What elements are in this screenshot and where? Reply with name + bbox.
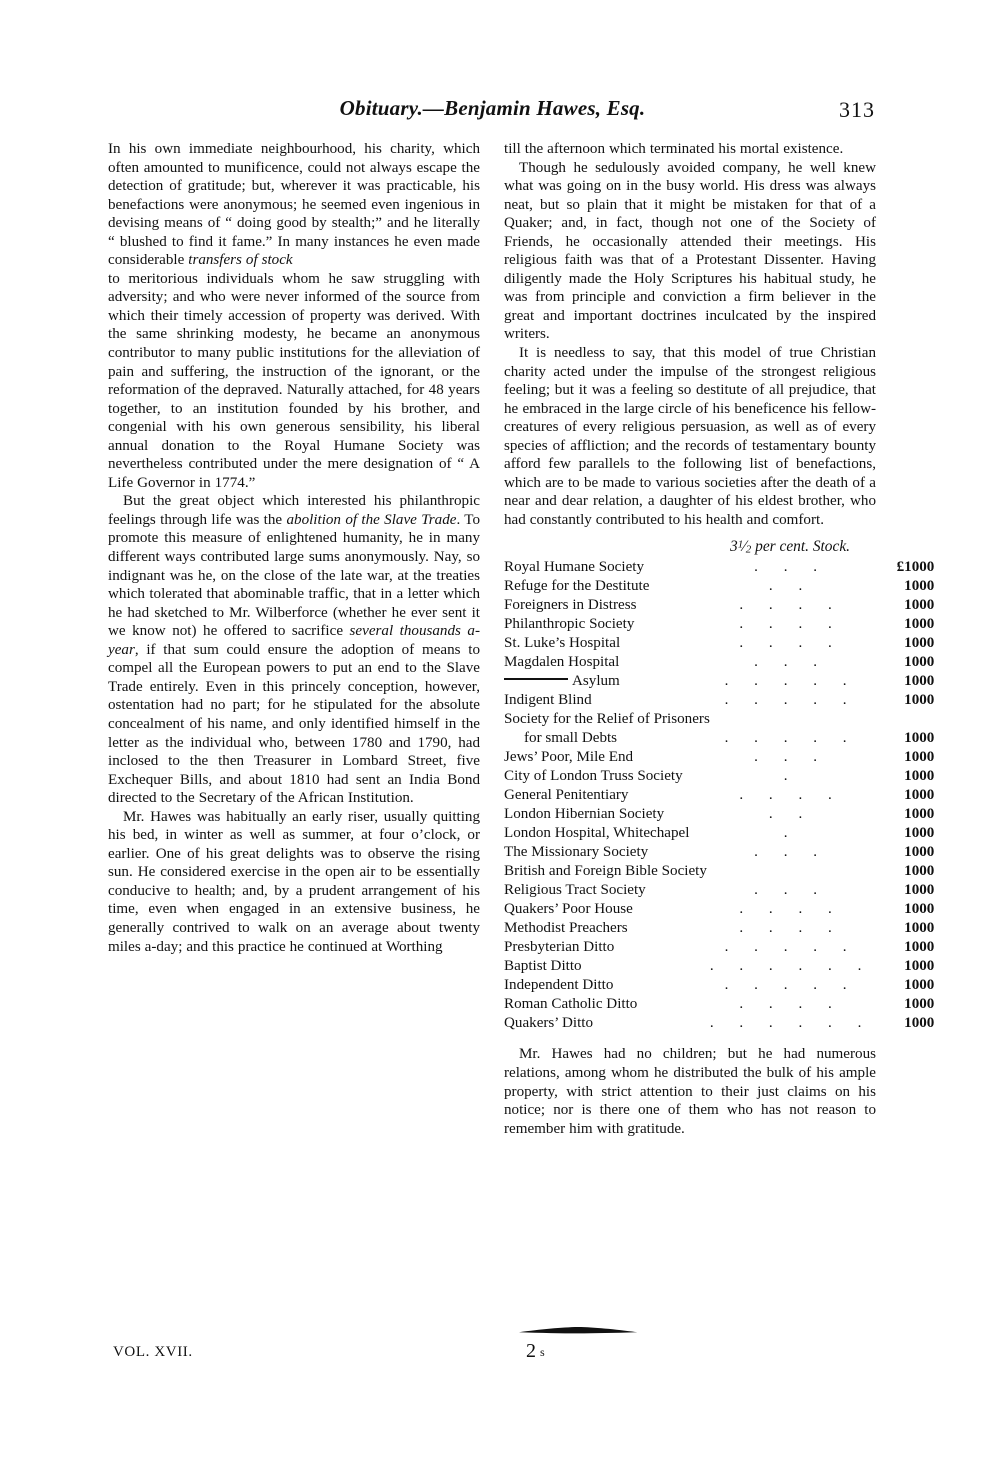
benefaction-name: Independent Ditto [504, 977, 614, 994]
benefaction-amount: 1000 [904, 920, 935, 937]
benefaction-amount: £1000 [896, 559, 935, 576]
benefaction-leader-dots: . . . . . [724, 730, 858, 747]
benefaction-name: Quakers’ Poor House [504, 901, 633, 918]
benefaction-row [504, 710, 934, 729]
benefaction-amount: 1000 [904, 1015, 935, 1032]
benefaction-amount: 1000 [904, 578, 935, 595]
benefaction-leader-dots: . . [768, 806, 814, 823]
benefaction-row [504, 596, 934, 615]
benefaction-name: Indigent Blind [504, 692, 592, 709]
paragraph-5: Though he sedulously avoided company, he well knew what was going on in the busy world. His dress was always neat, but so plain that it might be mistaken for that of a Quaker; and, in fact, though not one of the Society of Friends, he occasionally attended their meetings. His religious faith was that of a Protestant Dissenter. Having diligently made the Holy Scriptures his habitual study, he was from principle and conviction a firm believer in the great and important doctrines inculcated by the inspired writers. [504, 159, 876, 343]
benefaction-name: Methodist Preachers [504, 920, 628, 937]
benefaction-name: The Missionary Society [504, 844, 649, 861]
benefaction-amount: 1000 [904, 806, 935, 823]
benefaction-name: London Hibernian Society [504, 806, 665, 823]
paragraph-1 [108, 140, 480, 270]
benefactions-table [504, 558, 934, 1033]
benefaction-name: Refuge for the Destitute [504, 578, 650, 595]
benefaction-row [504, 577, 934, 596]
benefaction-name: Magdalen Hospital [504, 654, 620, 671]
benefaction-name: Roman Catholic Ditto [504, 996, 638, 1013]
benefaction-name: Baptist Ditto [504, 958, 582, 975]
body-columns [108, 140, 935, 1320]
signature-mark [526, 1340, 545, 1363]
benefaction-amount: 1000 [904, 901, 935, 918]
paragraph-2-text-a: But the great object which interested his philanthropic feelings through life was the [108, 493, 480, 528]
benefaction-leader-dots: . . . . [739, 996, 843, 1013]
benefaction-amount: 1000 [904, 825, 935, 842]
benefaction-amount: 1000 [904, 749, 935, 766]
page-number: 313 [839, 97, 875, 122]
benefaction-row [504, 615, 934, 634]
italic-several-thousands: several thousands a-year [108, 623, 480, 658]
benefaction-leader-dots [710, 710, 873, 729]
benefaction-leader-dots: . . . . . [724, 939, 858, 956]
benefaction-leader-dots: . . . . [739, 616, 843, 633]
paragraph-7: Mr. Hawes had no children; but he had numerous relations, among whom he distributed the bulk of his ample property, with strict attention to their just claims on his notice; nor is there one of them who has not reason to remember him with gratitude. [504, 1046, 876, 1137]
benefaction-row [504, 919, 934, 938]
benefaction-amount: 1000 [904, 977, 935, 994]
paragraph-2 [108, 492, 480, 807]
benefaction-amount: 1000 [904, 673, 935, 690]
benefaction-name: Jews’ Poor, Mile End [504, 749, 634, 766]
benefaction-name: Royal Humane Society [504, 559, 645, 576]
benefaction-leader-dots: . [783, 768, 799, 785]
benefaction-row [504, 634, 934, 653]
benefaction-name: Society for the Relief of Prisoners [504, 711, 710, 728]
benefaction-amount: 1000 [904, 635, 935, 652]
benefaction-leader-dots: . . . . [739, 787, 843, 804]
benefaction-leader-dots: . . . [754, 654, 829, 671]
paragraph-6: It is needless to say, that this model of true Christian charity acted under the impulse of the strongest religious feeling; but it was a feeling so destitute of all prejudice, that he embraced in the large circle of his beneficence his fellow-creatures of every religious persuasion, as well as of every species of affliction; and the records of testamentary bounty afford few parallels to the following list of benefactions, which are to be made to various societies after the death of a near and dear relation, a daughter of his eldest brother, who had constantly contributed to his health and comfort. [504, 345, 876, 528]
italic-abolition-slave-trade: abolition of the Slave Trade [286, 511, 457, 528]
benefaction-leader-dots: . . . . [739, 635, 843, 652]
benefactions-table-body [504, 558, 934, 1033]
benefaction-row [504, 1014, 934, 1033]
benefaction-name: Foreigners in Distress [504, 597, 637, 614]
benefaction-amount: 1000 [904, 654, 935, 671]
benefaction-name: City of London Truss Society [504, 768, 683, 785]
benefaction-row [504, 653, 934, 672]
benefaction-name: Quakers’ Ditto [504, 1015, 593, 1032]
benefaction-amount: 1000 [904, 616, 935, 633]
paragraph-3: Mr. Hawes was habitually an early riser, usually quitting his bed, in winter as well as summer, at four o’clock, or earlier. One of his great delights was to observe the rising sun. He considered exercise in the open air to be essentially conducive to health; and, by a prudent arrangement of his time, even when engaged in an extensive business, he generally contrived to walk on an average about twenty miles a-day; and this practice he continued at Worthing [108, 808, 480, 955]
signature-number: 2 [526, 1340, 536, 1362]
tapered-rule-ornament-icon [518, 1326, 638, 1337]
benefaction-row [504, 957, 934, 976]
running-head [110, 96, 875, 128]
volume-label: VOL. XVII. [113, 1344, 193, 1360]
benefaction-leader-dots: . . . . [739, 901, 843, 918]
benefaction-leader-dots: . . . . . [724, 673, 858, 690]
benefaction-name: General Penitentiary [504, 787, 629, 804]
benefaction-leader-dots: . . . . . [724, 977, 858, 994]
page-footer [108, 1340, 876, 1390]
benefaction-name: British and Foreign Bible Society [504, 863, 707, 880]
benefaction-amount: 1000 [904, 958, 935, 975]
benefaction-amount: 1000 [904, 863, 935, 880]
page-title: Obituary.—Benjamin Hawes, Esq. [339, 96, 646, 120]
benefaction-leader-dots: . . . . [739, 597, 843, 614]
benefaction-row [504, 672, 934, 691]
benefaction-leader-dots: . . . . [739, 920, 843, 937]
benefaction-amount [872, 710, 934, 729]
blank-name-rule [504, 678, 568, 680]
benefaction-row [504, 729, 934, 748]
benefaction-leader-dots: . . . . . [724, 692, 858, 709]
benefaction-row [504, 995, 934, 1014]
left-column [108, 140, 480, 1320]
benefactions-heading-numerator: 1 [737, 539, 744, 552]
benefaction-name: Presbyterian Ditto [504, 939, 615, 956]
benefaction-leader-dots: . [783, 825, 799, 842]
benefaction-leader-dots: . . . . . . [709, 958, 873, 975]
benefaction-amount: 1000 [904, 692, 935, 709]
benefaction-name: for small Debts [524, 730, 618, 747]
paragraph-1-cont: to meritorious individuals whom he saw struggling with adversity; and who were never informed of the source from which their timely accession of property was derived. With the same shrinking modesty, he became an anonymous contributor to many public institutions for the alleviation of pain and suffering, the instruction of the ignorant, or the reformation of the depraved. Naturally attached, for 48 years together, to an institution founded by his brother, and congenial with his own generous sensibility, his liberal annual donation to the Royal Humane Society was nevertheless contributed under the mere designation of “ A Life Governor in 1774.” [108, 270, 480, 491]
paragraph-2-text-b: . To promote this measure of enlightened humanity, he in many different ways contributed large sums anonymously. Nay, so indignant was he, on the close of the late war, at the treaties which tolerated that abominable traffic, that in a letter which he had sketched to Mr. Wilberforce (whether he ever sent it we know not) he offered to sacrifice [108, 511, 480, 640]
benefaction-amount: 1000 [904, 996, 935, 1013]
benefactions-heading-denominator: 2 [745, 543, 752, 556]
benefaction-amount: 1000 [904, 939, 935, 956]
benefaction-leader-dots: . . . [754, 844, 829, 861]
benefaction-name: St. Luke’s Hospital [504, 635, 621, 652]
benefaction-row [504, 748, 934, 767]
benefaction-leader-dots: . . . [754, 749, 829, 766]
benefaction-row [504, 767, 934, 786]
benefaction-leader-dots: . . . . . . [709, 1015, 873, 1032]
benefaction-amount: 1000 [904, 882, 935, 899]
paragraph-1-text: In his own immediate neighbourhood, his charity, which often amounted to munificence, could not always escape the detection of gratitude; but, wherever it was practicable, his benefactions were anonymous; he seemed even ingenious in devising means of “ doing good by stealth;” and he literally “ blushed to find it fame.” In many instances he even made considerable [108, 141, 480, 269]
benefaction-row [504, 691, 934, 710]
benefaction-name: London Hospital, Whitechapel [504, 825, 690, 842]
benefaction-name: Religious Tract Society [504, 882, 646, 899]
benefaction-name: Asylum [504, 672, 710, 691]
benefactions-heading-prefix: 3 [730, 538, 738, 556]
benefaction-row [504, 900, 934, 919]
benefaction-amount: 1000 [904, 844, 935, 861]
benefaction-row [504, 843, 934, 862]
benefaction-leader-dots: . . [768, 578, 814, 595]
benefaction-name: Philanthropic Society [504, 616, 635, 633]
benefaction-row [504, 558, 934, 577]
benefaction-amount: 1000 [904, 768, 935, 785]
benefaction-row [504, 805, 934, 824]
right-column [504, 140, 935, 1320]
benefaction-leader-dots: . . . [754, 559, 829, 576]
benefaction-leader-dots [710, 862, 873, 881]
signature-letter: s [540, 1345, 545, 1359]
benefaction-row [504, 862, 934, 881]
benefaction-row [504, 976, 934, 995]
benefaction-row [504, 786, 934, 805]
benefactions-heading-suffix: per cent. Stock. [751, 538, 850, 556]
benefaction-row [504, 938, 934, 957]
italic-transfers-of-stock: transfers of stock [188, 252, 293, 269]
benefaction-leader-dots: . . . [754, 882, 829, 899]
benefaction-amount: 1000 [904, 730, 935, 747]
benefactions-heading: $3^1⁄2$ per cent. Stock. [730, 538, 850, 556]
benefaction-amount: 1000 [904, 597, 935, 614]
benefaction-amount: 1000 [904, 787, 935, 804]
benefaction-row [504, 824, 934, 843]
paragraph-2-text-c: , if that sum could ensure the adoption of means to compel all the European powers to put an end to the Slave Trade entirely. Even in this princely conception, however, ostentation had no part; for he stipulated for the absolute concealment of his name, and only identified himself in the letter as the individual who, between 1780 and 1790, had inclosed to the then Treasurer in Lombard Street, five Exchequer Bills, and about 1810 had sent an India Bond directed to the Secretary of the African Institution. [108, 641, 480, 807]
benefaction-row [504, 881, 934, 900]
paragraph-4: till the afternoon which terminated his mortal existence. [504, 141, 844, 157]
